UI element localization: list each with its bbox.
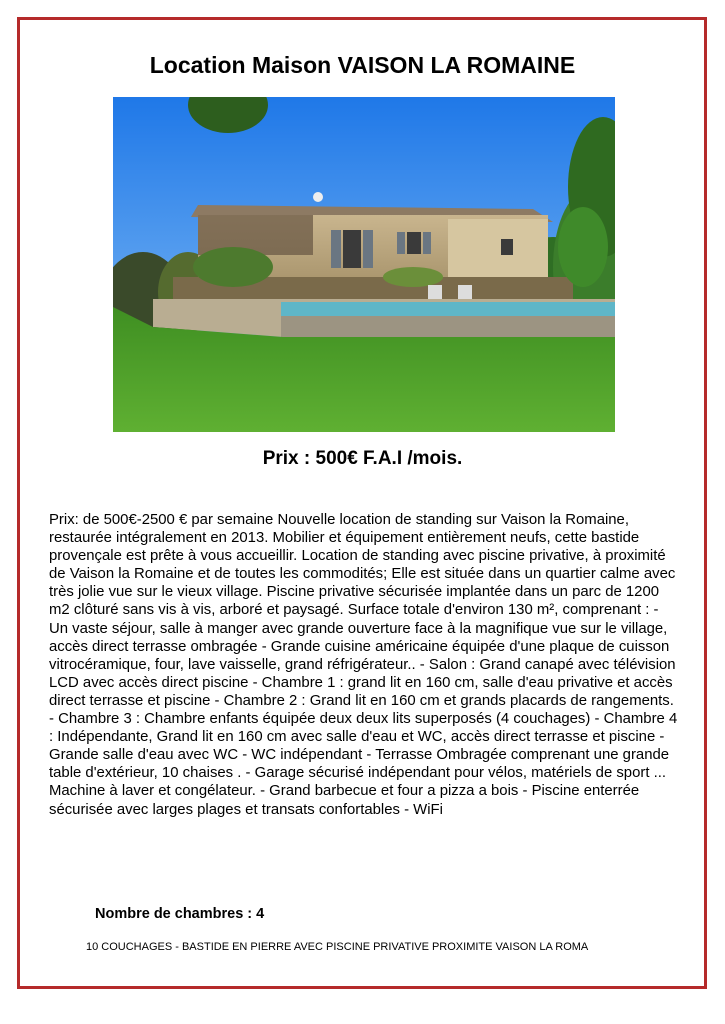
description-text: Prix: de 500€-2500 € par semaine Nouvelle location de standing sur Vaison la Romaine, restaurée intégralement en 2013. Mobilier et équipement entièrement neufs, cette bastide provençale est prête à vous accueillir. Location de standing avec piscine privative, à proximité de Vaison la Romaine et de toutes les commodités; Elle est située dans un quartier calme avec très jolie vue sur le vieux village. Piscine privative sécurisée implantée dans un parc de 1200 m2 clôturé sans vis à vis, arboré et paysagé. Surface totale d'environ 130 m², comprenant : - Un vaste séjour, salle à manger avec grande ouverture face à la magnifique vue sur le village, accès direct terrasse ombragée - Grande cuisine américaine équipée d'une plaque de cuisson vitrocéramique, four, lave vaisselle, grand réfrigérateur.. - Salon : Grand canapé avec télévision LCD avec accès direct piscine - Chambre 1 : grand lit en 160 cm, salle d'eau privative et accès direct terrasse et piscine - Chambre 2 : Grand lit en 160 cm et grands placards de rangements. - Chambre 3 : Chambre enfants équipée deux deux lits superposés (4 couchages) - Chambre 4 : Indépendante, Grand lit en 160 cm avec salle d'eau et WC, accès direct terrasse et piscine - Grande salle d'eau avec WC - WC indépendant - Terrasse Ombragée comprenant une grande table d'extérieur, 10 chaises . - Garage sécurisé indépendant pour vélos, matériels de sport ... Machine à laver et congélateur. - Grand barbecue et four a pizza a bois - Piscine enterrée sécurisée avec larges plages et transats confortables - WiFi bbox=[49, 512, 678, 818]
house-photo bbox=[113, 97, 615, 432]
footer-caption: 10 COUCHAGES - BASTIDE EN PIERRE AVEC PISCINE PRIVATIVE PROXIMITE VAISON LA ROMA bbox=[86, 941, 589, 953]
page-title: Location Maison VAISON LA ROMAINE bbox=[149, 52, 576, 78]
price-heading: Prix : 500€ F.A.I /mois. bbox=[262, 448, 463, 469]
room-count: Nombre de chambres : 4 bbox=[95, 906, 265, 922]
